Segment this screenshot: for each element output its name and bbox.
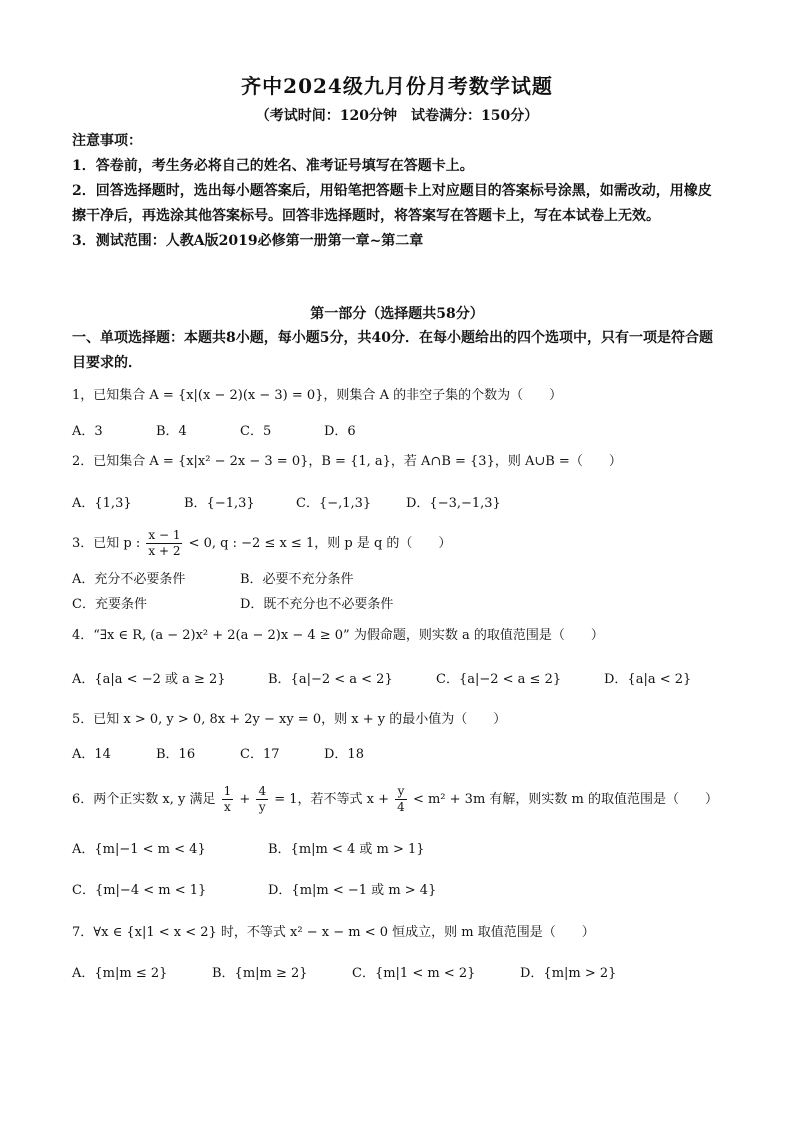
part1-intro: 一、单项选择题：本题共8小题，每小题5分，共40分．在每小题给出的四个选项中，只有一项是符合题目要求的． xyxy=(72,330,713,371)
notes-item-1: 1．答卷前，考生务必将自己的姓名、准考证号填写在答题卡上。 xyxy=(72,158,474,174)
option-b: B．{a|−2 < a < 2} xyxy=(268,672,393,687)
question-3-fraction xyxy=(146,528,182,559)
option-a: A．{m|−1 < m < 4} xyxy=(72,842,206,857)
question-3-stem-suffix: < 0, q : −2 ≤ x ≤ 1，则 p 是 q 的（ ） xyxy=(188,536,452,551)
question-4-stem: 4．“∃x ∈ R, (a − 2)x² + 2(a − 2)x − 4 ≥ 0” 为假命题，则实数 a 的取值范围是（ ） xyxy=(72,628,604,643)
fraction-numerator: 4 xyxy=(258,784,267,798)
question-2-stem: 2．已知集合 A = {x|x² − 2x − 3 = 0}，B = {1, a}，若 A∩B = {3}，则 A∪B =（ ） xyxy=(72,454,622,469)
option-c: C．充要条件 xyxy=(72,597,147,612)
option-a: A．{a|a < −2 或 a ≥ 2} xyxy=(72,672,226,687)
question-6-fraction-1 xyxy=(222,784,234,815)
question-3-stem xyxy=(72,528,732,559)
option-d: D．{m|m > 2} xyxy=(520,966,617,981)
option-b: B．必要不充分条件 xyxy=(240,572,354,587)
notes-item-2: 2．回答选择题时，选出每小题答案后，用铅笔把答题卡上对应题目的答案标号涂黑，如需改动，用橡皮擦干净后，再选涂其他答案标号。回答非选择题时，将答案写在答题卡上，写在本试卷上无效。 xyxy=(72,183,712,224)
option-c: C．{−,1,3} xyxy=(296,496,372,511)
question-6-stem xyxy=(72,784,732,815)
option-b: B．{−1,3} xyxy=(184,496,255,511)
option-c: C．17 xyxy=(240,747,280,762)
exam-subtitle: （考试时间：120分钟 试卷满分：150分） xyxy=(255,108,539,124)
fraction-numerator: 1 xyxy=(223,784,232,798)
option-a: A．充分不必要条件 xyxy=(72,572,186,587)
question-6-fraction-2 xyxy=(256,784,268,815)
fraction-denominator: x xyxy=(224,800,231,814)
plus-sign: + xyxy=(239,792,251,807)
option-a: A．14 xyxy=(72,747,111,762)
fraction-numerator: x − 1 xyxy=(148,528,181,542)
option-d: D．6 xyxy=(324,424,356,439)
fraction-denominator: x + 2 xyxy=(148,544,181,558)
question-6-stem-prefix: 6．两个正实数 x, y 满足 xyxy=(72,792,216,807)
notes-heading: 注意事项： xyxy=(72,133,142,149)
option-a: A．{1,3} xyxy=(72,496,132,511)
option-b: B．16 xyxy=(156,747,196,762)
option-d: D．{m|m < −1 或 m > 4} xyxy=(268,883,437,898)
fraction-denominator: 4 xyxy=(397,800,405,814)
option-d: D．{−3,−1,3} xyxy=(406,496,501,511)
option-d: D．{a|a < 2} xyxy=(604,672,692,687)
option-a: A．3 xyxy=(72,424,103,439)
option-c: C．{m|−4 < m < 1} xyxy=(72,883,207,898)
question-6-stem-mid: = 1，若不等式 x + xyxy=(274,792,390,807)
question-6-stem-suffix: < m² + 3m 有解，则实数 m 的取值范围是（ ） xyxy=(412,792,718,807)
question-1-stem: 1，已知集合 A = {x|(x − 2)(x − 3) = 0}，则集合 A 的非空子集的个数为（ ） xyxy=(72,388,563,403)
question-5-stem: 5．已知 x > 0, y > 0, 8x + 2y − xy = 0，则 x + y 的最小值为（ ） xyxy=(72,712,507,727)
option-c: C．{a|−2 < a ≤ 2} xyxy=(436,672,562,687)
notes-section xyxy=(72,129,724,254)
exam-title: 齐中2024级九月份月考数学试题 xyxy=(241,74,553,98)
option-b: B．{m|m < 4 或 m > 1} xyxy=(268,842,425,857)
option-d: D．18 xyxy=(324,747,364,762)
question-3-stem-prefix: 3．已知 p : xyxy=(72,536,141,551)
option-b: B．{m|m ≥ 2} xyxy=(212,966,308,981)
question-7-stem: 7．∀x ∈ {x|1 < x < 2} 时，不等式 x² − x − m < 0 恒成立，则 m 取值范围是（ ） xyxy=(72,925,595,940)
notes-item-3: 3．测试范围：人教A版2019必修第一册第一章~第二章 xyxy=(72,233,424,249)
option-b: B．4 xyxy=(156,424,187,439)
part1-title: 第一部分（选择题共58分） xyxy=(310,306,484,322)
option-a: A．{m|m ≤ 2} xyxy=(72,966,168,981)
option-c: C．{m|1 < m < 2} xyxy=(352,966,476,981)
fraction-numerator: y xyxy=(395,784,407,800)
fraction-denominator: y xyxy=(258,800,266,814)
question-6-fraction-3 xyxy=(395,784,407,815)
option-d: D．既不充分也不必要条件 xyxy=(240,597,394,612)
option-c: C．5 xyxy=(240,424,272,439)
